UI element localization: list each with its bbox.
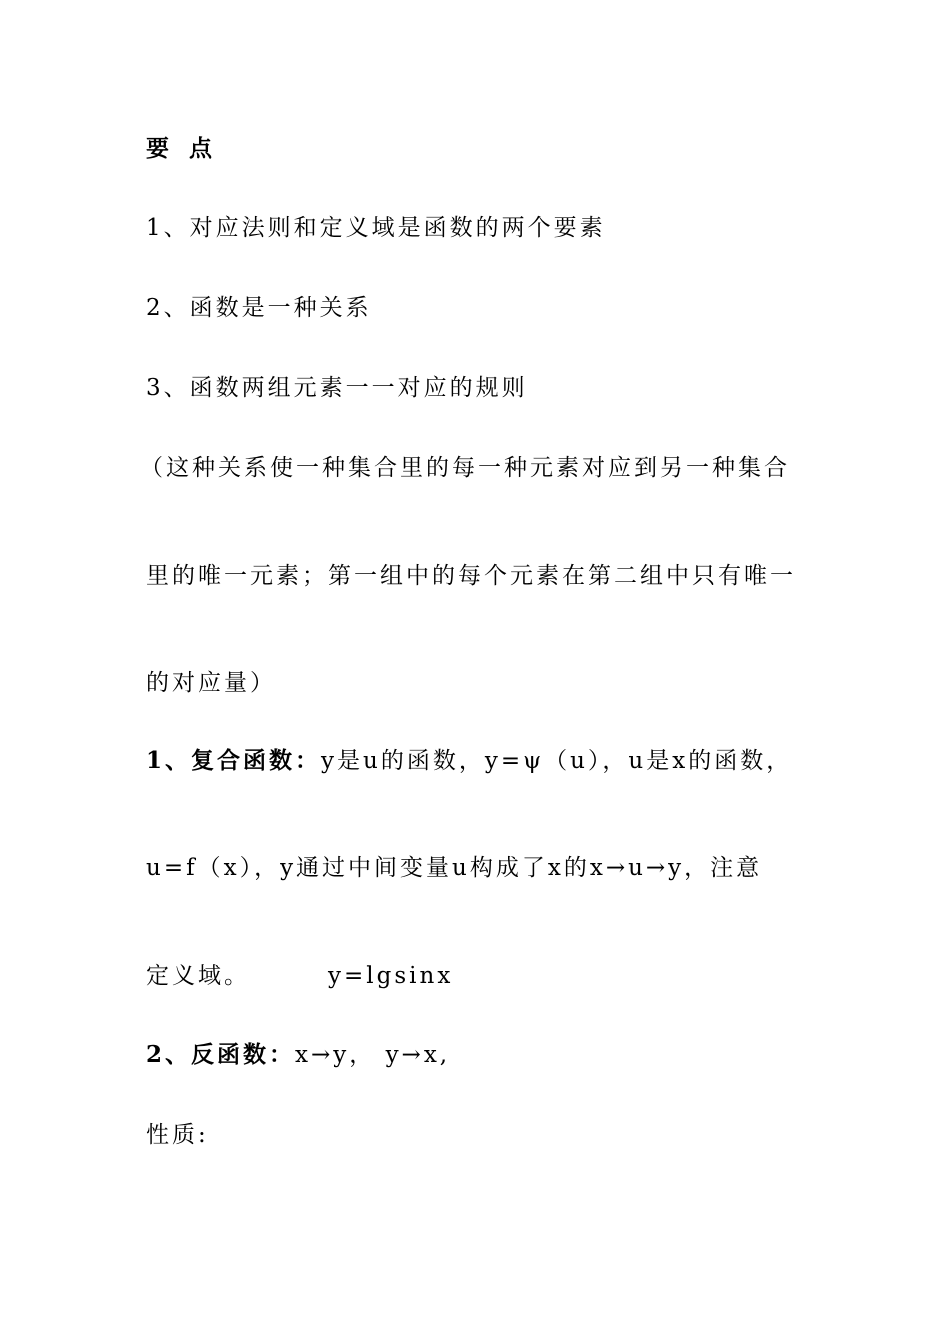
composite-line-3 (146, 961, 453, 991)
properties-label: 性质: (146, 1122, 209, 1148)
point-2: 2、函数是一种关系 (146, 295, 372, 321)
inverse-function-label: 2、反函数： (146, 1041, 296, 1068)
domain-note: 定义域。 (146, 963, 250, 989)
point-1: 1、对应法则和定义域是函数的两个要素 (146, 215, 606, 241)
composite-line-2: u=f（x），y通过中间变量u构成了x的x→u→y，注意 (146, 855, 763, 881)
composite-example: y=lgsinx (328, 963, 454, 989)
paren-line-2: 里的唯一元素；第一组中的每个元素在第二组中只有唯一 (146, 563, 796, 589)
inverse-definition: x→y， y→x, (295, 1042, 451, 1068)
composite-definition: y是u的函数，y=ψ（u），u是x的函数， (321, 748, 793, 774)
paren-line-3: 的对应量） (146, 670, 276, 696)
section-heading: 要 点 (146, 135, 219, 162)
paren-line-1: （这种关系使一种集合里的每一种元素对应到另一种集合 (140, 455, 790, 481)
composite-line-1 (146, 746, 792, 776)
point-3: 3、函数两组元素一一对应的规则 (146, 375, 528, 401)
inverse-line (146, 1040, 450, 1070)
composite-function-label: 1、复合函数： (146, 747, 322, 774)
